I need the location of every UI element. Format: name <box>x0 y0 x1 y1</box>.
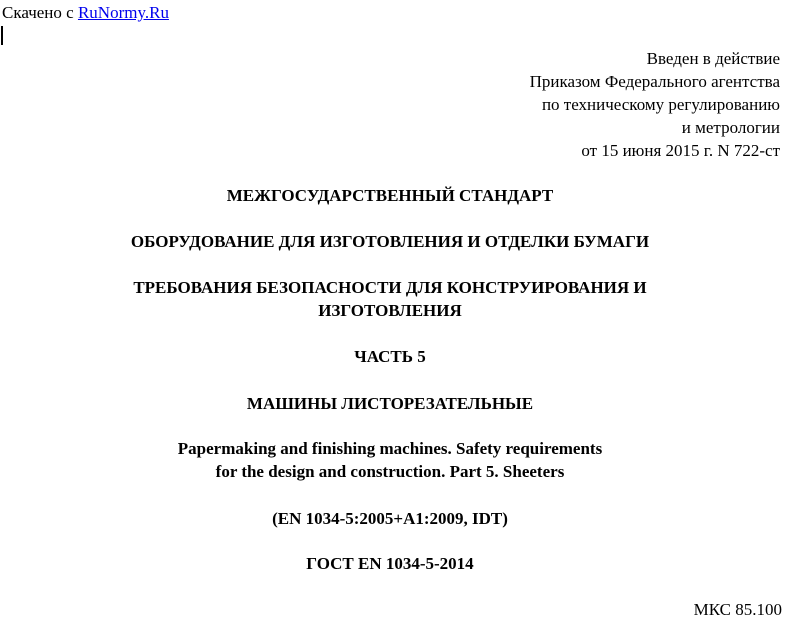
part-heading: ЧАСТЬ 5 <box>354 347 426 366</box>
equivalence-line: (EN 1034-5:2005+A1:2009, IDT) <box>272 509 508 528</box>
requirements-heading-line: ИЗГОТОВЛЕНИЯ <box>318 301 462 320</box>
source-prefix: Скачено с <box>2 3 78 22</box>
text-cursor <box>1 26 3 45</box>
standard-designation: ГОСТ EN 1034-5-2014 <box>306 554 474 573</box>
enactment-line: по техническому регулированию <box>541 95 780 114</box>
english-title-line: Papermaking and finishing machines. Safety requirements <box>177 439 603 458</box>
english-title <box>0 437 780 483</box>
requirements-heading-line: ТРЕБОВАНИЯ БЕЗОПАСНОСТИ ДЛЯ КОНСТРУИРОВАНИЯ И <box>133 278 647 297</box>
source-line <box>2 3 169 23</box>
english-title-line: for the design and construction. Part 5. Sheeters <box>215 462 565 481</box>
enactment-line: Введен в действие <box>646 49 780 68</box>
machines-heading: МАШИНЫ ЛИСТОРЕЗАТЕЛЬНЫЕ <box>246 394 534 413</box>
standard-type-heading: МЕЖГОСУДАРСТВЕННЫЙ СТАНДАРТ <box>226 186 554 205</box>
enactment-block <box>280 47 780 162</box>
mks-code: МКС 85.100 <box>693 600 782 619</box>
equipment-heading: ОБОРУДОВАНИЕ ДЛЯ ИЗГОТОВЛЕНИЯ И ОТДЕЛКИ БУМАГИ <box>130 232 650 251</box>
enactment-line: и метрологии <box>681 118 780 137</box>
requirements-heading <box>0 276 780 322</box>
enactment-line: от 15 июня 2015 г. N 722-ст <box>581 141 780 160</box>
source-link[interactable]: RuNormy.Ru <box>77 3 169 22</box>
enactment-line: Приказом Федерального агентства <box>529 72 780 91</box>
